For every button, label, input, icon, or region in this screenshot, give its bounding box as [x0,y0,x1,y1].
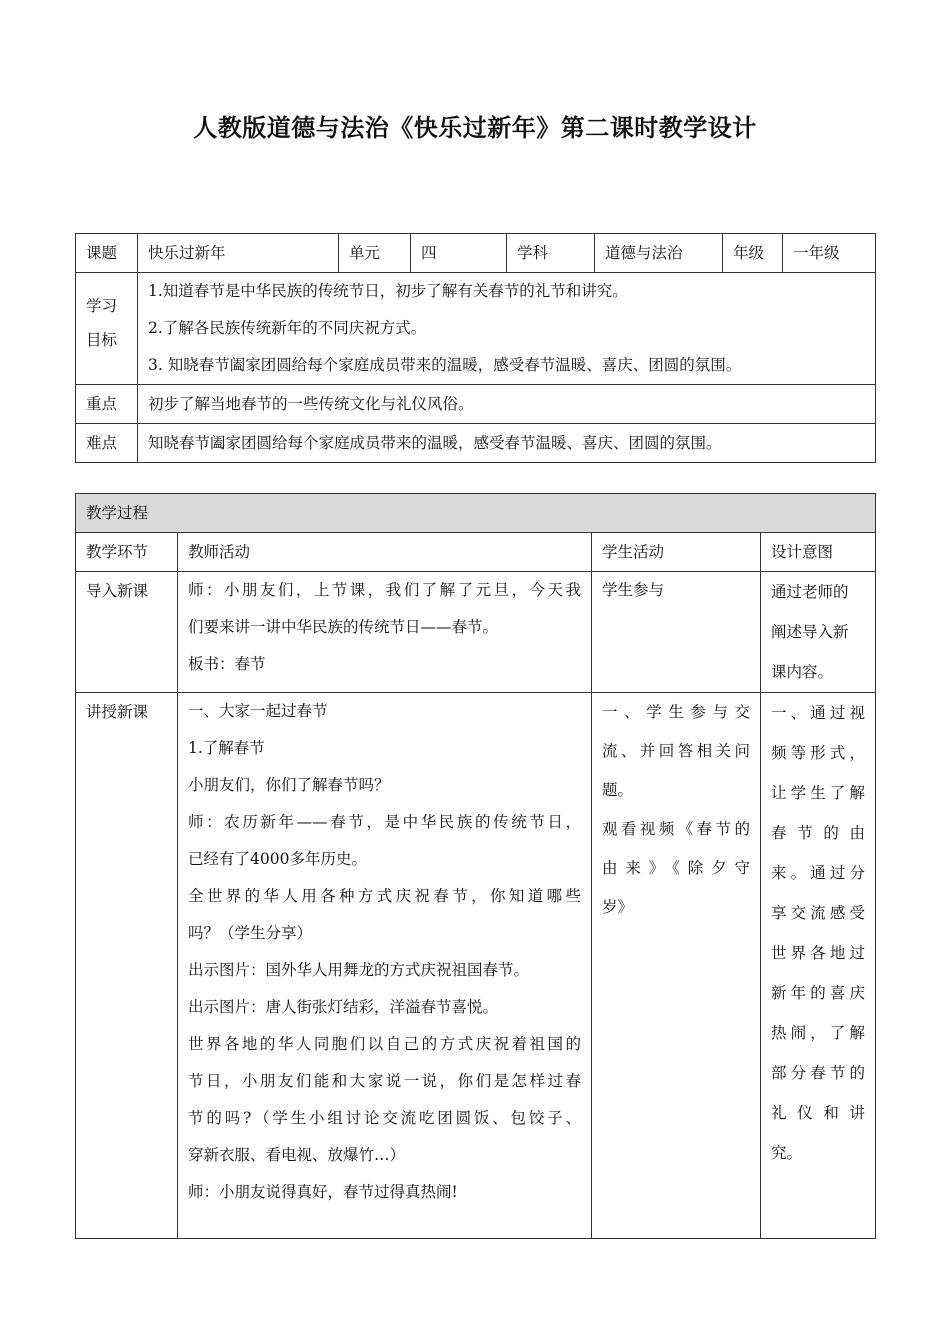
text-line: 享交流感受 [771,904,866,922]
subject-value: 道德与法治 [595,234,723,273]
page-title: 人教版道德与法治《快乐过新年》第二课时教学设计 [193,113,757,142]
column-header: 教学环节 [76,533,178,572]
text-line: 师：小朋友们，上节课，我们了解了元旦，今天我 [188,581,581,599]
text-line: 部分春节的 [771,1064,866,1082]
column-header: 设计意图 [761,533,876,572]
goals-label [76,273,138,385]
text-line: 1.了解春节 [188,739,265,757]
topic-label: 课题 [76,234,138,273]
text-line: 一、通过视 [771,704,866,722]
column-header: 教师活动 [178,533,592,572]
text-line: 课内容。 [771,663,834,681]
key-point-label: 重点 [76,385,138,424]
design-intent-teaching [761,693,876,1239]
text-line: 穿新衣服、看电视、放爆竹…） [188,1146,406,1164]
unit-value: 四 [411,234,507,273]
difficulty-label: 难点 [76,424,138,463]
text-line: 观看视频《春节的 [602,820,750,838]
design-intent-intro [761,572,876,693]
grade-label: 年级 [723,234,783,273]
text-line: 让学生了解 [771,784,866,802]
text-line: 出示图片：唐人街张灯结彩，洋溢春节喜悦。 [188,998,499,1016]
goals-list [138,273,876,385]
text-line: 春节的由 [771,824,866,842]
text-line: 节的吗?（学生小组讨论交流吃团圆饭、包饺子、 [188,1109,581,1127]
subject-label: 学科 [507,234,595,273]
text-line: 频等形式， [771,744,866,762]
text-line: 新年的喜庆 [771,984,866,1002]
text-line: 出示图片：国外华人用舞龙的方式庆祝祖国春节。 [188,961,530,979]
stage-teaching: 讲授新课 [76,693,178,1239]
text-line: 一、大家一起过春节 [188,702,328,720]
text-line: 究。 [771,1144,803,1162]
unit-label: 单元 [339,234,411,273]
text-line: 节日，小朋友们能和大家说一说，你们是怎样过春 [188,1072,581,1090]
student-activity-intro [592,572,761,693]
goals-label-line: 目标 [86,331,118,349]
goal-item: 1.知道春节是中华民族的传统节日，初步了解有关春节的礼节和讲究。 [148,282,628,300]
text-line: 礼仪和讲 [771,1104,866,1122]
info-table [75,233,876,463]
text-line: 岁》 [602,898,634,916]
text-line: 来。通过分 [771,864,866,882]
column-header: 学生活动 [592,533,761,572]
topic-value: 快乐过新年 [138,234,339,273]
text-line: 由来》《除夕守 [602,859,750,877]
goal-item: 2.了解各民族传统新年的不同庆祝方式。 [148,319,427,337]
text-line: 热闹，了解 [771,1024,866,1042]
student-activity-teaching [592,693,761,1239]
text-line: 通过老师的 [771,583,849,601]
text-line: 世界各地过 [771,944,866,962]
process-table [75,493,876,1239]
text-line: 一、学生参与交 [602,703,750,721]
goals-label-line: 学习 [86,297,118,315]
text-line: 小朋友们，你们了解春节吗？ [188,776,390,794]
process-header: 教学过程 [76,494,876,533]
text-line: 师：小朋友说得真好，春节过得真热闹! [188,1183,458,1201]
text-line: 题。 [602,781,634,799]
text-line: 已经有了4000多年历史。 [188,850,367,868]
difficulty-value: 知晓春节阖家团圆给每个家庭成员带来的温暖，感受春节温暖、喜庆、团圆的氛围。 [138,424,876,463]
text-line: 们要来讲一讲中华民族的传统节日——春节。 [188,618,499,636]
stage-intro: 导入新课 [76,572,178,693]
key-point-value: 初步了解当地春节的一些传统文化与礼仪风俗。 [138,385,876,424]
text-line: 阐述导入新 [771,623,849,641]
teacher-activity-intro [178,572,592,693]
text-line: 流、并回答相关问 [602,742,750,760]
text-line: 全世界的华人用各种方式庆祝春节，你知道哪些 [188,887,581,905]
text-line: 板书：春节 [188,655,266,673]
text-line: 师：农历新年——春节，是中华民族的传统节日， [188,813,581,831]
text-line: 吗？（学生分享） [188,924,313,942]
goal-item: 3. 知晓春节阖家团圆给每个家庭成员带来的温暖，感受春节温暖、喜庆、团圆的氛围。 [148,356,742,374]
text-line: 世界各地的华人同胞们以自己的方式庆祝着祖国的 [188,1035,581,1053]
teacher-activity-teaching [178,693,592,1239]
text-line: 学生参与 [602,581,665,599]
grade-value: 一年级 [783,234,876,273]
